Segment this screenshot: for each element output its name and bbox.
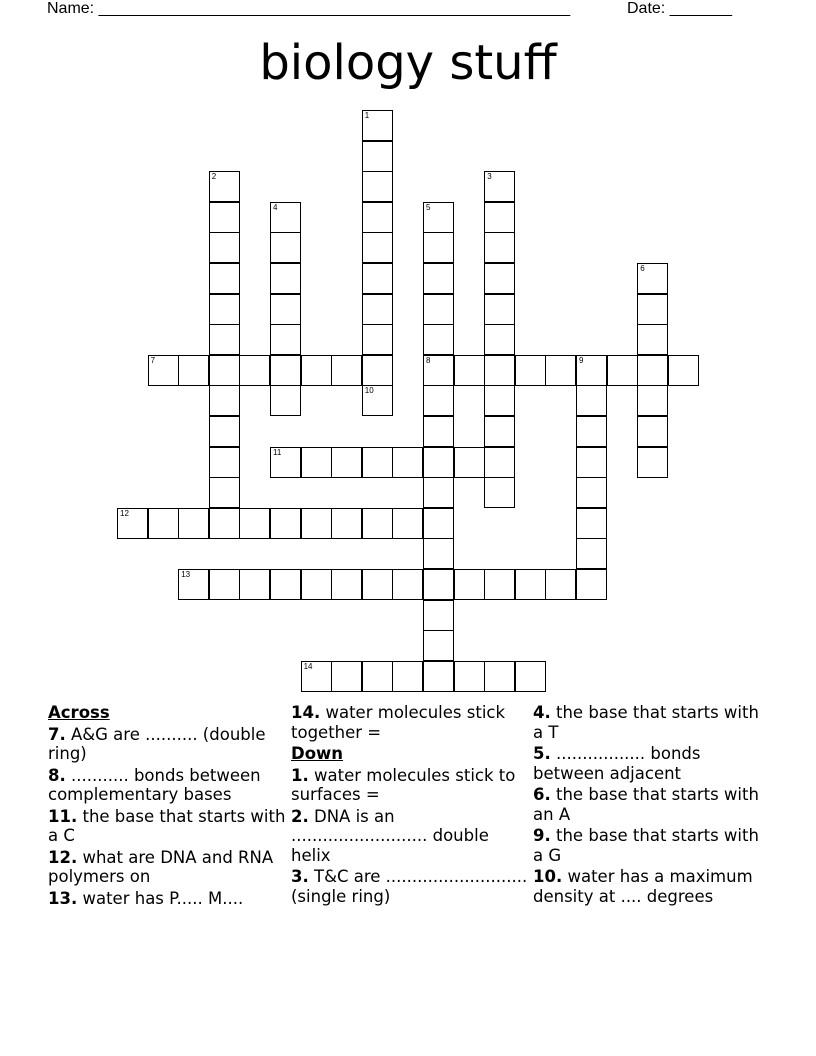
crossword-cell[interactable] <box>362 202 393 233</box>
cell-number: 4 <box>273 202 278 212</box>
crossword-cell[interactable] <box>484 263 515 294</box>
crossword-cell[interactable] <box>637 447 668 478</box>
crossword-cell[interactable] <box>423 630 454 661</box>
crossword-cell[interactable] <box>637 324 668 355</box>
crossword-cell[interactable] <box>209 447 240 478</box>
crossword-cell[interactable] <box>576 508 607 539</box>
clue-down-3: 3. T&C are ........................... (single ring) <box>291 867 528 906</box>
crossword-cell[interactable] <box>331 661 362 692</box>
crossword-cell[interactable] <box>484 232 515 263</box>
crossword-cell[interactable] <box>484 477 515 508</box>
crossword-cell[interactable] <box>270 324 301 355</box>
crossword-cell[interactable] <box>209 263 240 294</box>
crossword-cell[interactable] <box>545 355 576 386</box>
crossword-cell[interactable] <box>545 569 576 600</box>
crossword-cell[interactable] <box>362 355 393 386</box>
crossword-cell[interactable] <box>209 508 240 539</box>
crossword-cell[interactable] <box>362 141 393 172</box>
clues-column-2 <box>291 703 531 908</box>
crossword-cell[interactable] <box>423 477 454 508</box>
crossword-cell[interactable] <box>454 447 485 478</box>
crossword-cell[interactable] <box>392 508 423 539</box>
clue-down-2: 2. DNA is an .......................... double helix <box>291 806 489 865</box>
cell-number: 7 <box>150 355 156 365</box>
crossword-cell[interactable] <box>331 508 362 539</box>
clues-column-3 <box>533 703 763 908</box>
crossword-cell[interactable] <box>515 661 546 692</box>
clue-down-6: 6. the base that starts with an A <box>533 785 759 824</box>
cell-number: 3 <box>487 172 492 182</box>
crossword-cell[interactable] <box>607 355 638 386</box>
cell-number: 10 <box>364 386 374 396</box>
crossword-cell[interactable] <box>484 324 515 355</box>
clue-down-5: 5. ................. bonds between adjacent <box>533 744 701 783</box>
crossword-cell[interactable] <box>576 538 607 569</box>
clue-across-7: 7. A&G are .......... (double ring) <box>48 724 266 763</box>
crossword-cell[interactable] <box>484 569 515 600</box>
crossword-cell[interactable] <box>637 385 668 416</box>
crossword-cell[interactable] <box>270 263 301 294</box>
crossword-cell[interactable] <box>209 355 240 386</box>
crossword-cell[interactable] <box>362 324 393 355</box>
crossword-cell[interactable] <box>117 508 148 539</box>
crossword-cell[interactable] <box>270 202 301 233</box>
crossword-cell[interactable] <box>362 294 393 325</box>
crossword-cell[interactable] <box>301 569 332 600</box>
crossword-cell[interactable] <box>423 294 454 325</box>
crossword-cell[interactable] <box>637 294 668 325</box>
crossword-cell[interactable] <box>484 171 515 202</box>
crossword-cell[interactable] <box>362 661 393 692</box>
crossword-cell[interactable] <box>362 232 393 263</box>
crossword-cell[interactable] <box>637 263 668 294</box>
crossword-cell[interactable] <box>209 416 240 447</box>
crossword-cell[interactable] <box>637 355 668 386</box>
crossword-cell[interactable] <box>331 569 362 600</box>
cell-number: 8 <box>426 355 431 365</box>
crossword-cell[interactable] <box>148 508 179 539</box>
cell-number: 12 <box>120 508 129 518</box>
cell-number: 1 <box>364 111 370 120</box>
crossword-cell[interactable] <box>270 294 301 325</box>
crossword-cell[interactable] <box>484 385 515 416</box>
crossword-cell[interactable] <box>362 263 393 294</box>
cell-number: 6 <box>640 264 645 273</box>
clue-down-4: 4. the base that starts with a T <box>533 703 759 742</box>
crossword-cell[interactable] <box>301 661 332 692</box>
crossword-cell[interactable] <box>270 385 301 416</box>
crossword-cell[interactable] <box>178 508 209 539</box>
clue-across-12: 12. what are DNA and RNA polymers on <box>48 847 274 886</box>
crossword-cell[interactable] <box>362 110 393 141</box>
crossword-cell[interactable] <box>423 385 454 416</box>
clue-across-14: 14. water molecules stick together = <box>291 703 506 742</box>
crossword-cell[interactable] <box>576 385 607 416</box>
crossword-cell[interactable] <box>484 416 515 447</box>
crossword-cell[interactable] <box>301 508 332 539</box>
cell-number: 13 <box>181 570 191 579</box>
crossword-cell[interactable] <box>270 232 301 263</box>
cell-number: 11 <box>273 447 282 457</box>
crossword-cell[interactable] <box>576 355 607 386</box>
crossword-cell[interactable] <box>423 661 454 692</box>
crossword-cell[interactable] <box>239 355 270 386</box>
crossword-cell[interactable] <box>178 355 209 386</box>
crossword-cell[interactable] <box>331 355 362 386</box>
crossword-cell[interactable] <box>392 447 423 478</box>
cell-number: 5 <box>426 202 431 212</box>
clue-across-8: 8. ........... bonds between complementary bases <box>48 765 261 804</box>
crossword-cell[interactable] <box>576 416 607 447</box>
clues-column-1 <box>48 703 288 910</box>
crossword-cell[interactable] <box>239 569 270 600</box>
crossword-cell[interactable] <box>178 569 209 600</box>
crossword-cell[interactable] <box>515 355 546 386</box>
crossword-cell[interactable] <box>484 294 515 325</box>
clue-down-1: 1. water molecules stick to surfaces = <box>291 765 516 804</box>
crossword-cell[interactable] <box>301 355 332 386</box>
crossword-cell[interactable] <box>270 355 301 386</box>
crossword-cell[interactable] <box>668 355 699 386</box>
crossword-cell[interactable] <box>362 569 393 600</box>
crossword-cell[interactable] <box>423 447 454 478</box>
crossword-cell[interactable] <box>239 508 270 539</box>
crossword-cell[interactable] <box>423 263 454 294</box>
crossword-cell[interactable] <box>209 232 240 263</box>
crossword-cell[interactable] <box>484 661 515 692</box>
crossword-cell[interactable] <box>423 324 454 355</box>
across-heading: Across <box>48 703 110 722</box>
crossword-cell[interactable] <box>301 447 332 478</box>
clue-across-11: 11. the base that starts with a C <box>48 806 286 845</box>
crossword-cell[interactable] <box>209 171 240 202</box>
down-heading: Down <box>291 744 344 763</box>
crossword-cell[interactable] <box>362 447 393 478</box>
crossword-cell[interactable] <box>423 202 454 233</box>
page-title: biology stuff <box>259 35 557 91</box>
cell-number: 9 <box>579 355 584 365</box>
crossword-cell[interactable] <box>270 447 301 478</box>
crossword-cell[interactable] <box>362 385 393 416</box>
crossword-cell[interactable] <box>209 385 240 416</box>
crossword-cell[interactable] <box>331 447 362 478</box>
crossword-cell[interactable] <box>454 661 485 692</box>
crossword-cell[interactable] <box>484 202 515 233</box>
crossword-cell[interactable] <box>484 355 515 386</box>
crossword-cell[interactable] <box>423 508 454 539</box>
date-field-label: Date: _______ <box>627 0 732 17</box>
crossword-cell[interactable] <box>423 355 454 386</box>
crossword-cell[interactable] <box>270 508 301 539</box>
crossword-cell[interactable] <box>148 355 179 386</box>
crossword-cell[interactable] <box>209 324 240 355</box>
crossword-cell[interactable] <box>423 600 454 631</box>
crossword-cell[interactable] <box>392 661 423 692</box>
crossword-cell[interactable] <box>362 508 393 539</box>
clue-down-9: 9. the base that starts with a G <box>533 826 759 865</box>
name-field-label: Name: _____________________________________________________ <box>47 0 571 17</box>
crossword-cell[interactable] <box>576 447 607 478</box>
crossword-cell[interactable] <box>423 569 454 600</box>
crossword-cell[interactable] <box>576 477 607 508</box>
crossword-cell[interactable] <box>392 569 423 600</box>
cell-number: 2 <box>211 172 217 182</box>
crossword-cell[interactable] <box>484 447 515 478</box>
crossword-cell[interactable] <box>515 569 546 600</box>
crossword-cell[interactable] <box>423 416 454 447</box>
clue-across-13: 13. water has P..... M.... <box>48 888 244 908</box>
crossword-cell[interactable] <box>423 232 454 263</box>
crossword-cell[interactable] <box>454 355 485 386</box>
crossword-cell[interactable] <box>209 202 240 233</box>
crossword-cell[interactable] <box>270 569 301 600</box>
crossword-cell[interactable] <box>209 294 240 325</box>
crossword-cell[interactable] <box>576 569 607 600</box>
crossword-cell[interactable] <box>209 569 240 600</box>
cell-number: 14 <box>303 661 313 671</box>
clue-down-10: 10. water has a maximum density at .... degrees <box>533 867 753 906</box>
crossword-cell[interactable] <box>209 477 240 508</box>
crossword-cell[interactable] <box>362 171 393 202</box>
crossword-cell[interactable] <box>423 538 454 569</box>
crossword-cell[interactable] <box>637 416 668 447</box>
crossword-cell[interactable] <box>454 569 485 600</box>
